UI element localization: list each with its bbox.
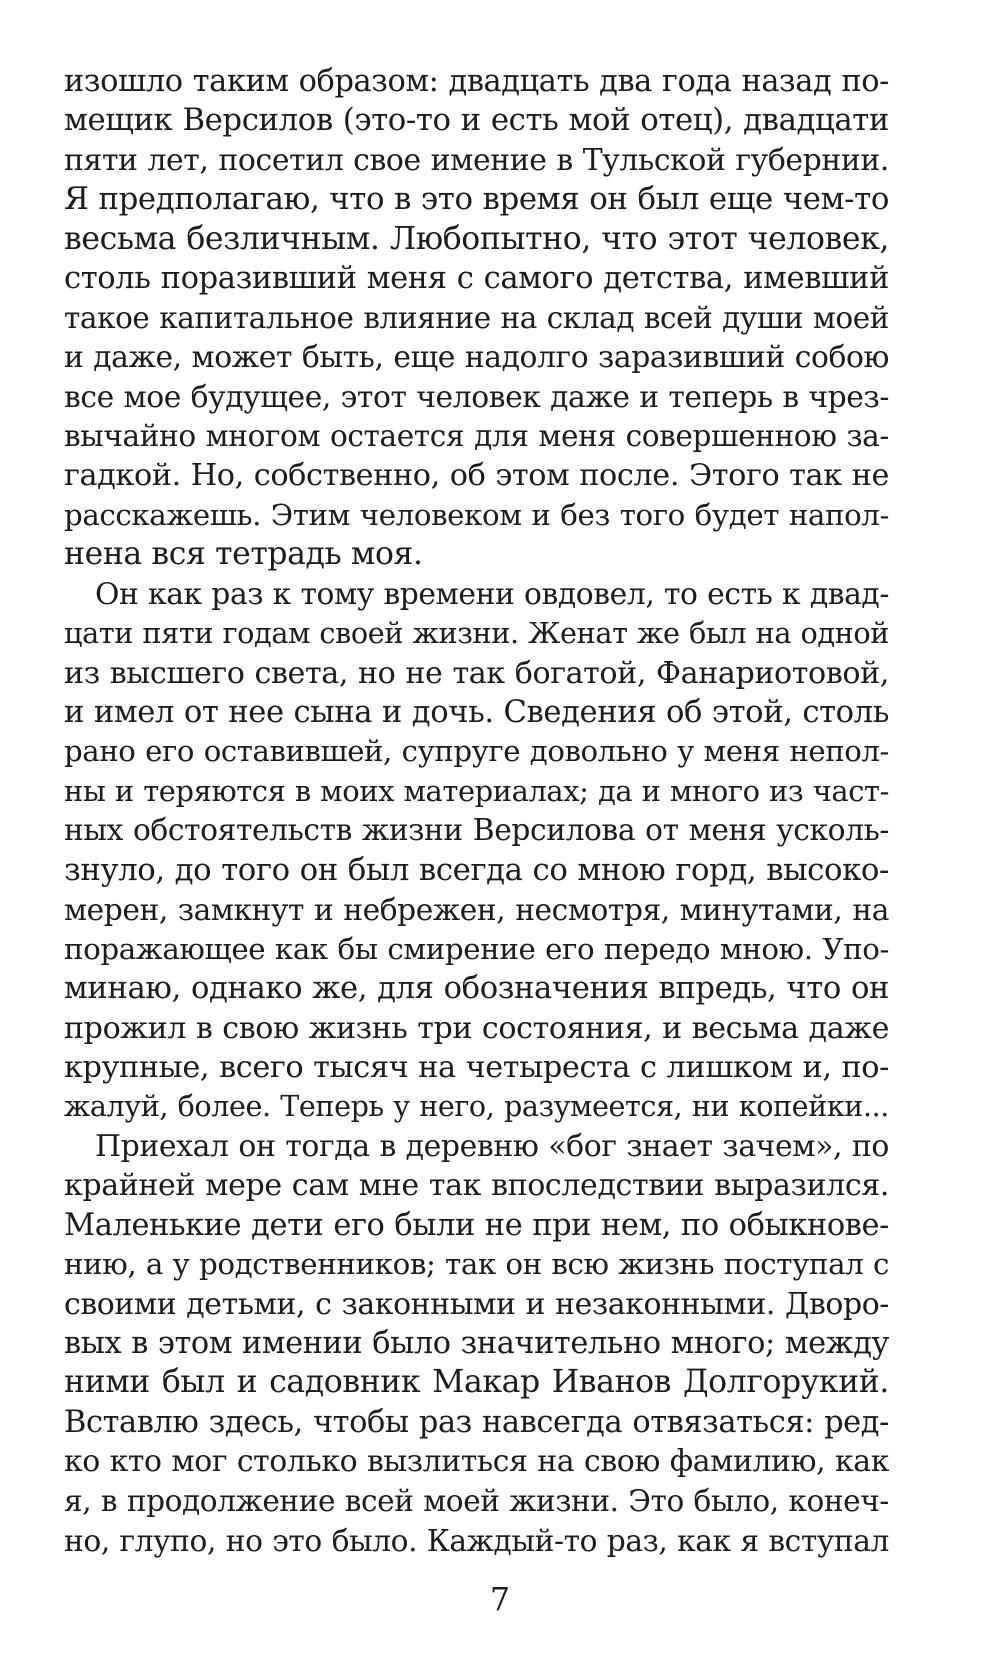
text-line: я, в продолжение всей моей жизни. Это было, конеч- <box>64 1483 889 1518</box>
body-text <box>64 62 889 1561</box>
text-line: нию, а у родственников; так он всю жизнь поступал с <box>64 1247 889 1282</box>
text-line: мещик Версилов (это-то и есть мой отец), двадцати <box>64 102 889 139</box>
text-line: ны и теряются в моих материалах; да и много из част- <box>64 773 889 808</box>
text-line: минаю, однако же, для обозначения впредь, что он <box>64 971 889 1007</box>
text-line: прожил в свою жизнь три состояния, и весьма даже <box>64 1010 889 1046</box>
text-line: все мое будущее, этот человек даже и теперь в чрез- <box>64 379 889 415</box>
text-line: Вставлю здесь, чтобы раз навсегда отвязаться: ред- <box>64 1404 889 1440</box>
text-line: весьма безличным. Любопытно, что этот человек, <box>64 220 889 257</box>
text-line: нена вся тетрадь моя. <box>64 536 423 573</box>
paragraph-1 <box>64 62 889 575</box>
text-line: знуло, до того он был всегда со мною горд, высоко- <box>64 851 889 888</box>
text-line: пяти лет, посетил свое имение в Тульской губернии. <box>64 142 889 178</box>
text-line: ними был и садовник Макар Иванов Долгорукий. <box>64 1364 889 1401</box>
text-line: расскажешь. Этим человеком и без того будет напол- <box>64 497 889 532</box>
text-line: Маленькие дети его были не при нем, по обыкнове- <box>64 1207 889 1243</box>
text-line: крайней мере сам мне так впоследствии выразился. <box>64 1168 889 1204</box>
text-line: но, глупо, но это было. Каждый-то раз, как я вступал <box>64 1523 889 1559</box>
text-line: вычайно многом остается для меня совершенною за- <box>64 418 889 453</box>
text-line: такое капитальное влияние на склад всей души моей <box>64 300 889 335</box>
text-line: ных обстоятельств жизни Версилова от меня усколь- <box>64 813 889 849</box>
text-line: ко кто мог столько вызлиться на свою фамилию, как <box>64 1444 889 1480</box>
text-line: Я предполагаю, что в это время он был еще чем-то <box>64 181 889 218</box>
text-line: крупные, всего тысяч на четыреста с лишком и, по- <box>64 1049 889 1085</box>
text-line: из высшего света, но не так богатой, Фанариотовой, <box>64 655 889 691</box>
text-line: и даже, может быть, еще надолго заразивший собою <box>64 340 889 376</box>
text-line: и имел от нее сына и дочь. Сведения об этой, столь <box>64 695 889 730</box>
text-line: Он как раз к тому времени овдовел, то есть к двад- <box>95 576 889 612</box>
text-line: цати пяти годам своей жизни. Женат же был на одной <box>64 616 889 651</box>
text-line: поражающее как бы смирение его передо мною. Упо- <box>64 931 889 966</box>
text-line: вых в этом имении было значительно много; между <box>64 1326 889 1361</box>
text-line: столь поразивший меня с самого детства, имевший <box>64 261 889 297</box>
text-line: мерен, замкнут и небрежен, несмотря, минутами, на <box>64 892 889 928</box>
text-line: Приехал он тогда в деревню «бог знает зачем», по <box>95 1128 889 1164</box>
text-line: жалуй, более. Теперь у него, разумеется, ни копейки... <box>64 1089 889 1124</box>
text-line: изошло таким образом: двадцать два года назад по- <box>64 64 889 99</box>
text-line: своими детьми, с законными и незаконными. Дворо- <box>64 1286 889 1322</box>
text-line: рано его оставившей, супруге довольно у меня непол- <box>64 734 889 769</box>
text-line: гадкой. Но, собственно, об этом после. Этого так не <box>64 458 889 494</box>
paragraph-2 <box>64 575 889 1127</box>
paragraph-3 <box>64 1127 889 1561</box>
page-number: 7 <box>489 1582 511 1618</box>
